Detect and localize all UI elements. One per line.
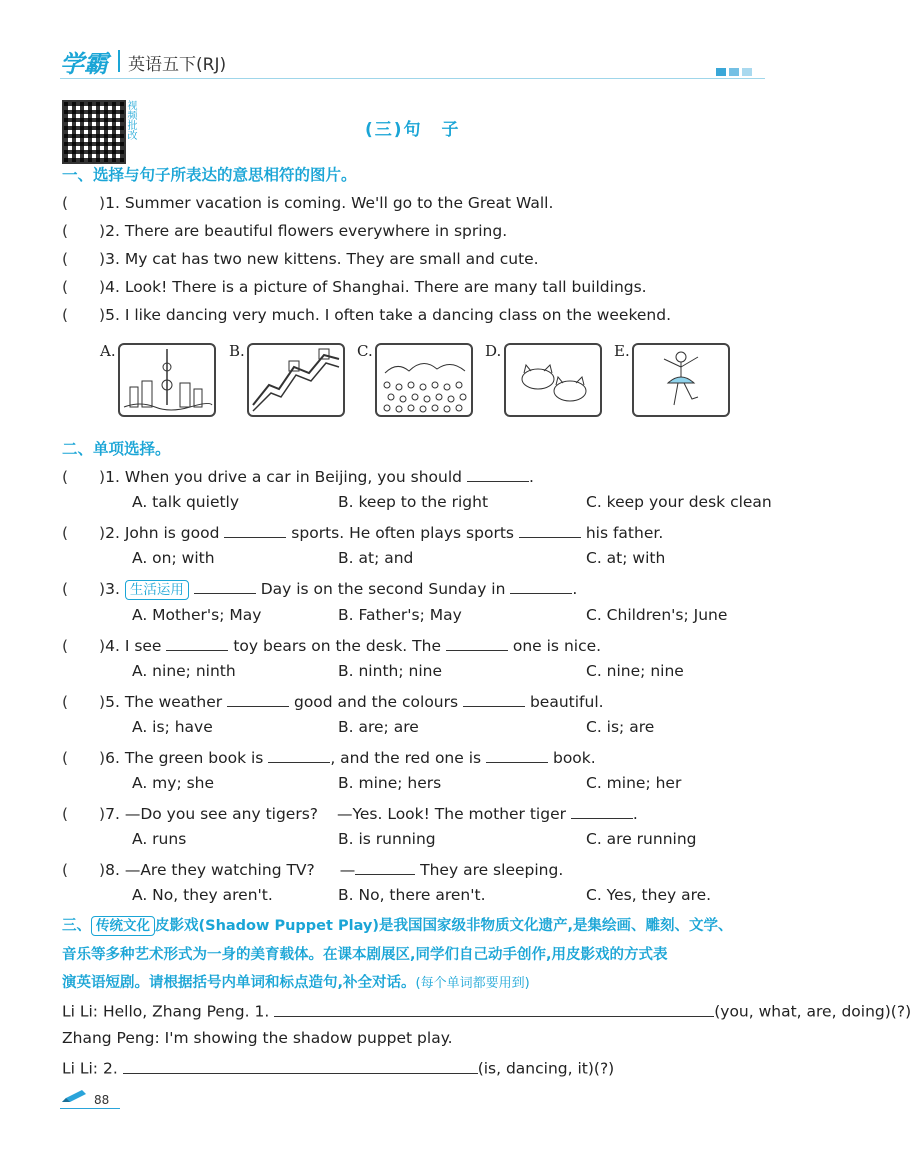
q1-option-a[interactable]: A. talk quietly bbox=[132, 493, 240, 511]
pic-label-b: B. bbox=[229, 342, 245, 360]
part1-q4: ( )4. Look! There is a picture of Shanghai. There are many tall buildings. bbox=[62, 278, 647, 296]
answer-line[interactable] bbox=[274, 1000, 714, 1017]
part2-q3: ( )3. 生活运用 Day is on the second Sunday in . bbox=[62, 577, 577, 600]
part1-q2: ( )2. There are beautiful flowers everywhere in spring. bbox=[62, 222, 508, 240]
answer-blank[interactable] bbox=[510, 578, 572, 595]
answer-paren[interactable]: ( ) bbox=[62, 805, 106, 823]
pic-label-d: D. bbox=[485, 342, 502, 360]
pic-label-c: C. bbox=[357, 342, 373, 360]
dialogue-line-1: Li Li: Hello, Zhang Peng. 1. (you, what, are, doing)(?) bbox=[62, 1000, 911, 1021]
part2-heading: 二、单项选择。 bbox=[62, 440, 171, 458]
answer-paren[interactable]: ( ) bbox=[62, 749, 106, 767]
part1-heading: 一、选择与句子所表达的意思相符的图片。 bbox=[62, 166, 357, 184]
dialogue-line-2: Zhang Peng: I'm showing the shadow puppet play. bbox=[62, 1029, 453, 1047]
answer-blank[interactable] bbox=[486, 747, 548, 764]
answer-paren[interactable]: ( ) bbox=[62, 278, 106, 296]
answer-blank[interactable] bbox=[446, 635, 508, 652]
header-divider bbox=[118, 50, 120, 72]
answer-blank[interactable] bbox=[227, 691, 289, 708]
picture-flowers bbox=[375, 343, 473, 417]
pic-label-a: A. bbox=[100, 342, 116, 360]
answer-paren[interactable]: ( ) bbox=[62, 580, 106, 598]
answer-blank[interactable] bbox=[224, 522, 286, 539]
answer-paren[interactable]: ( ) bbox=[62, 693, 106, 711]
answer-paren[interactable]: ( ) bbox=[62, 194, 106, 212]
q3-option-b[interactable]: B. Father's; May bbox=[338, 606, 462, 624]
picture-dancer bbox=[632, 343, 730, 417]
q5-option-b[interactable]: B. are; are bbox=[338, 718, 419, 736]
page-number: 88 bbox=[94, 1093, 110, 1107]
header-rule bbox=[60, 78, 765, 79]
answer-paren[interactable]: ( ) bbox=[62, 524, 106, 542]
book-title: 英语五下(RJ) bbox=[128, 55, 227, 75]
qr-code[interactable] bbox=[62, 100, 126, 164]
q7-option-a[interactable]: A. runs bbox=[132, 830, 187, 848]
q6-option-b[interactable]: B. mine; hers bbox=[338, 774, 442, 792]
dialogue-line-3: Li Li: 2. (is, dancing, it)(?) bbox=[62, 1057, 614, 1078]
answer-blank[interactable] bbox=[166, 635, 228, 652]
q1-option-b[interactable]: B. keep to the right bbox=[338, 493, 489, 511]
q2-option-c[interactable]: C. at; with bbox=[586, 549, 666, 567]
part2-q4: ( )4. I see toy bears on the desk. The one is nice. bbox=[62, 634, 601, 656]
part2-q8: ( )8. —Are they watching TV? — They are sleeping. bbox=[62, 858, 563, 880]
answer-blank[interactable] bbox=[355, 859, 415, 876]
tag-traditional-culture: 传统文化 bbox=[91, 916, 155, 936]
part3-intro-line3: 演英语短剧。请根据括号内单词和标点造句,补全对话。(每个单词都要用到) bbox=[62, 975, 530, 991]
part2-q5: ( )5. The weather good and the colours beautiful. bbox=[62, 690, 604, 712]
answer-blank[interactable] bbox=[194, 578, 256, 595]
part3-intro-line1: 三、 传统文化 皮影戏(Shadow Puppet Play)是我国国家级非物质文化遗产,是集绘画、雕刻、文学、 bbox=[62, 918, 733, 934]
q8-option-a[interactable]: A. No, they aren't. bbox=[132, 886, 273, 904]
part2-q2: ( )2. John is good sports. He often plays sports his father. bbox=[62, 521, 663, 543]
answer-paren[interactable]: ( ) bbox=[62, 637, 106, 655]
pic-label-e: E. bbox=[614, 342, 630, 360]
q5-option-c[interactable]: C. is; are bbox=[586, 718, 655, 736]
part2-q1: ( )1. When you drive a car in Beijing, you should . bbox=[62, 465, 534, 487]
answer-line[interactable] bbox=[123, 1057, 478, 1074]
part2-q7: ( )7. —Do you see any tigers? —Yes. Look! The mother tiger . bbox=[62, 802, 638, 824]
q4-option-b[interactable]: B. ninth; nine bbox=[338, 662, 442, 680]
part1-q5: ( )5. I like dancing very much. I often take a dancing class on the weekend. bbox=[62, 306, 672, 324]
q1-option-c[interactable]: C. keep your desk clean bbox=[586, 493, 772, 511]
part1-q1: ( )1. Summer vacation is coming. We'll go to the Great Wall. bbox=[62, 194, 554, 212]
q8-option-b[interactable]: B. No, there aren't. bbox=[338, 886, 486, 904]
tag-life-application: 生活运用 bbox=[125, 580, 189, 600]
q8-option-c[interactable]: C. Yes, they are. bbox=[586, 886, 712, 904]
q3-option-a[interactable]: A. Mother's; May bbox=[132, 606, 262, 624]
q2-option-b[interactable]: B. at; and bbox=[338, 549, 414, 567]
part3-intro-line2: 音乐等多种艺术形式为一身的美育载体。在课本剧展区,同学们自己动手创作,用皮影戏的方式表 bbox=[62, 947, 668, 963]
q2-option-a[interactable]: A. on; with bbox=[132, 549, 215, 567]
section-title: (三)句 子 bbox=[365, 120, 461, 140]
q6-option-a[interactable]: A. my; she bbox=[132, 774, 215, 792]
q5-option-a[interactable]: A. is; have bbox=[132, 718, 213, 736]
answer-paren[interactable]: ( ) bbox=[62, 468, 106, 486]
brand-logo: 学霸 bbox=[60, 50, 108, 78]
answer-blank[interactable] bbox=[519, 522, 581, 539]
q7-option-b[interactable]: B. is running bbox=[338, 830, 436, 848]
pencil-icon bbox=[60, 1088, 88, 1108]
q3-option-c[interactable]: C. Children's; June bbox=[586, 606, 728, 624]
answer-paren[interactable]: ( ) bbox=[62, 250, 106, 268]
part2-q6: ( )6. The green book is , and the red one is book. bbox=[62, 746, 596, 768]
picture-great-wall bbox=[247, 343, 345, 417]
q4-option-a[interactable]: A. nine; ninth bbox=[132, 662, 236, 680]
q7-option-c[interactable]: C. are running bbox=[586, 830, 697, 848]
qr-label: 视频批改 bbox=[125, 100, 136, 140]
answer-paren[interactable]: ( ) bbox=[62, 222, 106, 240]
picture-kittens bbox=[504, 343, 602, 417]
answer-blank[interactable] bbox=[268, 747, 330, 764]
footer-rule bbox=[60, 1108, 120, 1109]
answer-blank[interactable] bbox=[571, 803, 633, 820]
q4-option-c[interactable]: C. nine; nine bbox=[586, 662, 684, 680]
q6-option-c[interactable]: C. mine; her bbox=[586, 774, 682, 792]
picture-shanghai bbox=[118, 343, 216, 417]
part3-note: (每个单词都要用到) bbox=[415, 976, 530, 991]
part1-q3: ( )3. My cat has two new kittens. They are small and cute. bbox=[62, 250, 539, 268]
answer-blank[interactable] bbox=[467, 466, 529, 483]
answer-blank[interactable] bbox=[463, 691, 525, 708]
answer-paren[interactable]: ( ) bbox=[62, 306, 106, 324]
answer-paren[interactable]: ( ) bbox=[62, 861, 106, 879]
